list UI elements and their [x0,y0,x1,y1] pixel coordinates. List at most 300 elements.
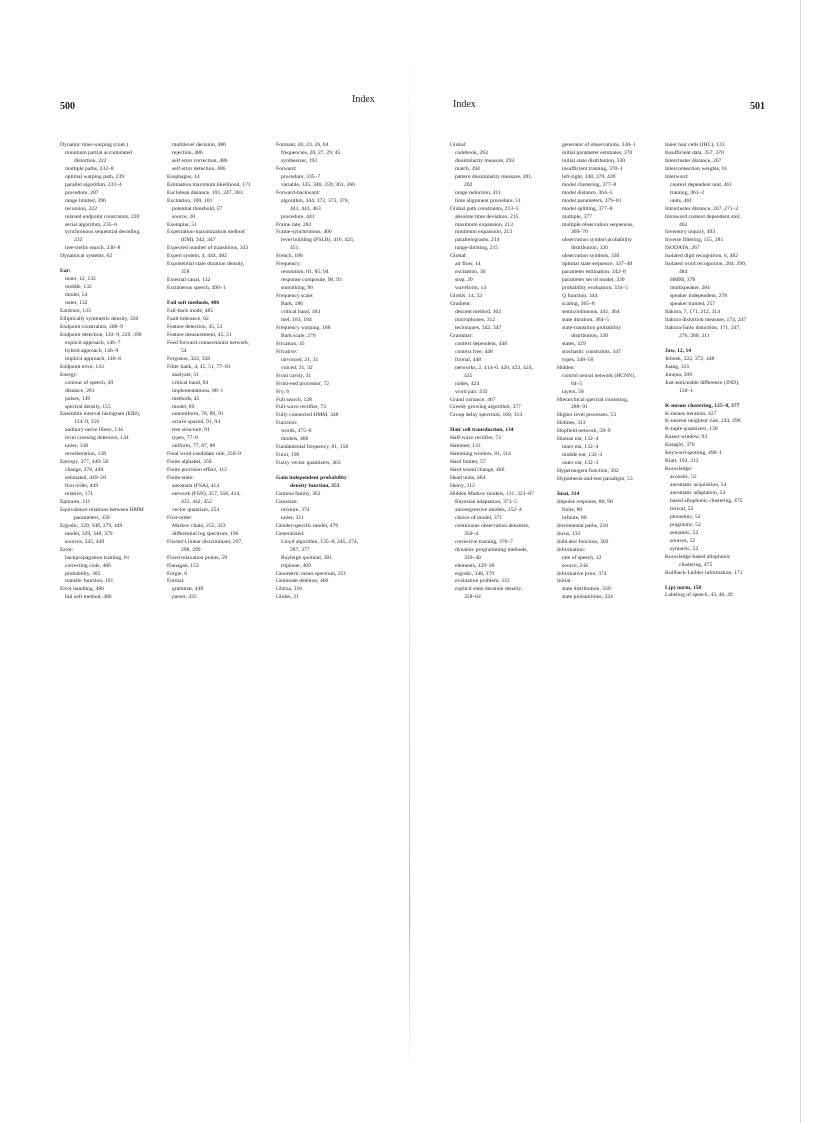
index-subentry: 484 [679,269,688,276]
index-subentry: resolution, 81, 85, 94 [281,269,329,276]
index-subentry: Markov chain, 255, 323 [172,522,226,529]
index-entry: Gamma family, 362 [276,490,321,497]
index-subentry: automatic adaptation, 54 [670,490,726,497]
index-entry: ISODATA, 267 [665,245,700,252]
index-subentry: recursion, 222 [65,205,98,212]
index-subentry: critical band, 94 [172,379,209,386]
index-entry: Ensemble interval histogram (EIH), [60,411,141,418]
index-subentry: optimal state sequence, 337–40 [562,261,633,268]
index-entry: Finite alphabet, 350 [167,459,212,466]
page-edge [800,0,801,1123]
index-entry: Ephraim, 311 [60,498,91,505]
index-subentry: 350–4 [464,530,478,537]
index-subentry: observation symbol probability [562,237,632,244]
index-entry: Fischer's linear discriminant, 297, [167,538,243,545]
index-subentry: corrective training, 376–7 [455,538,513,545]
index-subentry: waveform, 14 [455,285,487,292]
index-entry: Entropy, 377, 449–50 [60,459,109,466]
index-subentry: model, 69 [172,403,195,410]
index-entry: K-means clustering, 125–8, 377 [665,402,740,409]
index-subentry: nonuniform, 78, 89, 91 [172,411,224,418]
index-entry: Keyword spotting, 490–1 [665,450,723,457]
index-subentry: Rayleigh quotient, 301 [281,554,333,561]
index-subentry: multilevel decision, 486 [172,142,226,148]
index-entry: Fully connected HMM, 348 [276,412,339,419]
index-subentry: octave spaced, 91, 94 [172,419,220,426]
index-entry: Filter bank, 4, 45, 51, 77–81 [167,363,231,370]
index-subentry: mixture, 374 [281,506,310,513]
index-entry: Katagiri, 376 [665,442,695,449]
index-subentry: distribution, 330 [571,332,608,339]
index-subentry: network (FSN), 357, 358, 414, [172,490,241,497]
index-subentry: codebook, 263 [455,149,488,156]
index-subentry: correcting code, 486 [65,562,111,569]
index-entry: Holmes, 313 [557,420,586,427]
index-entry: Hard sound change, 466 [450,467,505,474]
index-entry: Ferguson, 322, 358 [167,355,211,362]
index-subentry: (EM), 342, 347 [181,237,216,244]
index-entry: Higher level processes, 53 [557,412,617,419]
index-column-3 [276,142,358,602]
left-running-header: Index [352,94,375,105]
index-subentry: Bark, 186 [281,301,304,308]
index-subentry: word pair, 435 [455,388,488,395]
index-entry: Endpoint detection, 143–9, 229, 390 [60,331,142,338]
index-subentry: choice of model, 371 [455,514,503,521]
index-subentry: 369–70 [571,229,588,236]
index-entry: Jelinek, 322, 372, 448 [665,355,715,362]
index-entry: Hard limiter, 57 [450,459,486,466]
index-subentry: hybrid approach, 146–9 [65,347,119,354]
index-subentry: level building (FSLB), 416, 423, [281,237,355,244]
index-subentry: Q function, 344 [562,293,598,300]
index-subentry: minimum expansion, 213 [455,229,513,236]
index-subentry: density function, 353 [290,483,340,490]
index-subentry: rejection, 486 [172,149,203,156]
index-subentry: microphones, 312 [455,316,496,323]
index-subentry: model splitting, 377–8 [562,205,613,212]
index-subentry: multiple, 377 [562,213,592,220]
index-subentry: 276, 280, 311 [679,332,710,339]
index-subentry: distance, 281 [65,387,95,394]
index-subentry: phonemic, 52 [670,513,701,520]
index-subentry: critical band, 184 [281,309,320,316]
index-subentry: nodes, 424 [455,380,480,387]
index-subentry: serial algorithm, 235–6 [65,221,118,228]
index-subentry: 298, 299 [181,546,201,553]
index-entry: Jaw, 12, 14 [665,347,692,354]
index-subentry: parameter estimation, 342–8 [562,269,626,276]
index-subentry: layers, 58 [562,388,584,395]
index-subentry: middle ear, 132–3 [562,452,603,459]
index-subentry: context dependent, 448 [455,340,508,347]
index-subentry: minimum partial accumulated [65,149,133,156]
index-entry: Equivalence relations between HMM [60,506,144,513]
index-entry: Feature measurement, 45, 51 [167,331,232,338]
index-subentry: procedure, 441 [281,213,315,220]
index-entry: Flanagan, 153 [167,562,199,569]
index-entry: Imai, 314 [557,490,580,497]
index-subentry: lexical, 52 [670,505,694,512]
index-subentry: semantic, 52 [670,529,699,536]
index-subentry: acoustic, 52 [670,474,697,481]
index-subentry: speaker trained, 257 [670,301,716,308]
index-subentry: Lloyd algorithm, 125–8, 245, 274, [281,538,359,545]
index-subentry: air flow, 14 [455,261,481,268]
index-subentry: multiple paths, 232–8 [65,165,114,172]
index-entry: Glottis, 14, 32 [450,293,483,300]
index-entry: Greedy growing algorithm, 377 [450,404,521,411]
index-subentry: words, 475–6 [281,428,312,435]
index-entry: Kullback-Leibler information, 171 [665,569,743,576]
index-entry: Dynamic time-warping (cont.) [60,142,129,148]
index-subentry: observation symbols, 330 [562,253,620,260]
index-entry: Informative prior, 374 [557,570,607,577]
index-subentry: explicit state duration density, [455,586,523,593]
index-subentry: mel, 183, 184 [281,316,312,323]
index-subentry: fail soft method, 486 [65,594,112,601]
index-entry: Half-wave rectifier, 73 [450,435,501,442]
index-subentry: parallelograms, 214 [455,237,500,244]
index-entry: Hammer, 133 [450,443,481,450]
index-entry: K-tuple quantizers, 130 [665,426,718,433]
index-entry: Group delay spectrum, 168, 314 [450,412,523,419]
index-entry: Extraneous speech, 490–1 [167,285,226,292]
index-entry: Geminate deletion, 466 [276,578,329,585]
index-entry: Full-wave rectifier, 73 [276,404,326,411]
index-subentry: units, 461 [670,197,693,204]
index-subentry: algorithm, 344, 372, 373, 376, [281,197,349,204]
index-subentry: parameter set of model, 330 [562,277,625,284]
index-subentry: initial parameter estimates, 370 [562,149,633,156]
index-entry: Finite-state: [167,475,194,482]
index-subentry: inner ear, 132–4 [562,444,599,451]
index-entry: Intercluster distance, 267 [665,157,722,164]
index-entry: Initial: [557,578,572,585]
index-subentry: based allophonic clustering, 475 [670,497,743,504]
index-entry: Junqua, 309 [665,371,693,378]
index-entry: Itakura-Saito distortion, 171, 247, [665,324,741,331]
index-subentry: pulses, 149 [65,395,91,402]
index-subentry: state-transition probability [562,324,622,331]
index-subentry: level crossing detectors, 134 [65,435,129,442]
index-entry: Fundamental frequency, 81, 158 [276,444,349,451]
index-subentry: 435, 442, 452 [181,498,212,505]
index-subentry: parallel algorithm, 233–4 [65,181,122,188]
index-subentry: noise, 138 [65,443,88,450]
index-entry: Incus, 133 [557,530,581,537]
index-subentry: HMM, 378 [670,277,696,284]
index-subentry: excitation, 30 [455,269,486,276]
index-entry: Endpoint constraints, 208–9 [60,323,123,330]
index-subentry: descent method, 303 [455,309,502,316]
index-subentry: differential log spectrum, 196 [172,530,239,537]
index-entry: Euclidean distance, 191, 247, 383 [167,189,243,196]
index-subentry: model parameters, 379–81 [562,197,622,204]
index-subentry: estimated, 449–50 [65,475,107,482]
index-entry: Isolated word recognition, 284, 390, [665,261,747,268]
index-subentry: generator of observations, 330–1 [562,142,636,148]
left-page-number: 500 [60,101,75,112]
index-entry: L(p) norm, 158 [665,584,702,591]
index-subentry: triphone, 469 [281,562,311,569]
index-subentry: 232 [74,237,83,244]
index-subentry: contour of speech, 49 [65,379,114,386]
index-entry: Frequency warping, 188 [276,324,331,331]
index-entry: Hypothesis-and-test paradigm, 53 [557,476,633,483]
index-entry: Global path constraints, 213–5 [450,205,519,212]
index-subentry: variable, 335, 346, 359, 361, 366 [281,181,355,188]
index-subentry: 441, 443, 463 [290,205,321,212]
index-entry: Juang, 315 [665,363,690,370]
index-entry: Function: [276,420,298,427]
index-entry: Knowledge-based allophonic [665,553,731,560]
index-entry: French, 186 [276,253,303,260]
index-subentry: tree structure, 91 [172,427,210,434]
index-subentry: stop, 20 [455,277,473,284]
index-subentry: 358 [181,269,190,276]
index-subentry: first order, 449 [65,483,99,490]
index-subentry: maximum expansion, 213 [455,221,513,228]
index-subentry: context dependent unit, 461 [670,181,733,188]
index-entry: Intracluster distance, 267, 271–2 [665,205,739,212]
index-entry: Elliptically symmetric density, 350 [60,316,139,323]
index-subentry: pragmatic, 52 [670,521,701,528]
index-entry: Feed forward connectionist network, [167,339,250,346]
index-entry: Inner hair cells (IHC), 133 [665,142,725,148]
index-subentry: 435 [464,372,473,379]
index-subentry: elements, 329–30 [455,562,495,569]
index-entry: Inverse filtering, 155, 281 [665,237,724,244]
index-subentry: model, 329, 348, 379 [65,530,113,537]
index-entry: K-nearest neighbor rule, 243, 296 [665,418,741,425]
index-entry: Energy: [60,371,78,378]
index-subentry: response composite, 90, 93 [281,277,342,284]
index-subentry: self error correction, 486 [172,157,228,164]
index-subentry: Bark scale, 276 [281,332,316,339]
index-subentry: reverberation, 138 [65,451,107,458]
index-subentry: analyzer, 51 [172,371,200,378]
index-subentry: 462 [679,221,688,228]
index-subentry: 202 [464,181,473,188]
index-entry: Final word candidate rule, 258–9 [167,451,242,458]
index-entry: Forgie, 6 [167,570,188,577]
index-subentry: self error detection, 486 [172,165,226,172]
index-subentry: techniques, 342, 347 [455,324,502,331]
index-subentry: procedure, 287 [65,189,99,196]
index-subentry: implicit approach, 146–8 [65,355,122,362]
index-subentry: probability, 305 [65,570,101,577]
index-entry: Endpoint error, 143 [60,363,104,370]
index-entry: Impulse response, 80, 90 [557,498,613,505]
index-subentry: middle, 132 [65,284,92,291]
index-entry: Gain independent probability [276,475,347,482]
index-entry: Ear: [60,268,71,275]
index-subentry: frequencies, 20, 27, 29, 45 [281,149,341,156]
index-subentry: range reduction, 411 [455,189,501,196]
index-entry: Glottal: [450,253,468,260]
index-subentry: optimal warping path, 239 [65,173,125,180]
index-entry: Expectation-maximization method [167,229,245,236]
index-subentry: dynamic programming methods, [455,546,528,553]
index-entry: Gaussian: [276,498,299,505]
index-entry: Excitation, 100, 101 [167,197,213,204]
index-subentry: multispeaker, 284 [670,285,710,292]
index-entry: Dynamical systems, 62 [60,253,113,260]
index-subentry: state distribution, 330 [562,586,611,593]
index-subentry: control neural network (HCNN), [562,372,636,379]
index-subentry: synthesizer, 192 [281,157,318,164]
index-entry: Hidden Markov models, 131, 321–87 [450,490,534,497]
index-subentry: vector quantizer, 254 [172,506,220,513]
index-entry: Frame rate, 282 [276,221,312,228]
index-subentry: 358–64 [464,594,481,601]
index-subentry: 150–1 [679,387,693,394]
index-subentry: 134–9, 316 [74,419,100,426]
index-entry: Fry, 6 [276,388,290,395]
index-column-6 [665,142,746,600]
index-subentry: clustering, 475 [679,561,713,568]
index-subentry: probability evaluation, 334–5 [562,285,629,292]
index-subentry: auditory nerve fibers, 134 [65,427,123,434]
index-entry: Error: [60,546,74,553]
index-entry: Just-noticeable difference (JND), [665,379,740,386]
index-entry: Labeling of speech, 43, 46, 49 [665,592,733,599]
index-entry: Exponential state duration density, [167,261,245,268]
index-subentry: sources, 245, 449 [65,538,105,545]
index-entry: Front cavity, 31 [276,372,312,379]
index-entry: Forward-backward: [276,189,321,196]
index-subentry: model clustering, 377–8 [562,181,617,188]
index-entry: Frequency: [276,261,302,268]
index-entry: Information: [557,546,586,553]
index-subentry: context free, 448 [455,348,493,355]
index-entry: Fault tolerance, 62 [167,316,209,323]
index-entry: Itakura, 7, 171, 212, 314 [665,309,720,316]
index-subentry: smoothing, 96 [281,285,314,292]
index-entry: Eardrum, 133 [60,308,91,315]
index-entry: Grammar: [450,332,473,339]
index-entry: Feature detection, 45, 53 [167,323,223,330]
index-subentry: left-right, 348, 379, 439 [562,173,616,180]
index-subentry: scaling, 365–8 [562,301,595,308]
index-subentry: networks, 2, 414–6, 420, 423, 424, [455,364,533,371]
index-subentry: source, 20 [172,213,195,220]
index-subentry: dissimilarity measure, 293 [455,157,515,164]
index-entry: Formant, 20, 23, 26, 84 [276,142,329,148]
index-subentry: distribution, 330 [571,245,608,252]
index-subentry: speaker independent, 278 [670,293,728,300]
index-entry: Human ear, 132–4 [557,436,599,443]
index-column-1 [60,142,144,602]
index-entry: Fuzzy vector quantizers, 463 [276,460,341,467]
index-entry: Forward: [276,165,297,172]
index-entry: Ghitza, 316 [276,586,303,593]
index-subentry: voiced, 21, 32 [281,364,313,371]
index-subentry: potential threshold, 57 [172,205,223,212]
index-subentry: models, 460 [281,436,309,443]
index-subentry: 287, 377 [290,546,310,553]
index-entry: Global: [450,142,467,148]
index-subentry: distortion, 222 [74,157,107,164]
index-subentry: initial state distribution, 330 [562,157,626,164]
index-subentry: infinite, 80 [562,514,587,521]
index-subentry: state probabilities, 324 [562,594,613,601]
index-entry: Frequency scale: [276,293,314,300]
index-subentry: range-limiting, 215 [455,245,499,252]
index-subentry: backpropagation training, 61 [65,554,130,561]
index-subentry: insufficient training, 370–1 [562,165,623,172]
index-entry: Hidden: [557,364,576,371]
index-entry: Knowledge: [665,466,693,473]
index-entry: Gender-specific model, 476 [276,522,339,529]
index-subentry: 288–91 [571,404,588,411]
index-subentry: outer, 132 [65,300,88,307]
index-subentry: model distance, 364–5 [562,189,613,196]
index-entry: Expert system, 4, 444, 482 [167,253,227,260]
index-entry: Itakura distortion measure, 174, 247 [665,316,747,323]
index-entry: Exemplar, 51 [167,221,197,228]
index-subentry: noise, 311 [281,514,304,521]
index-entry: Fall-back mode, 485 [167,308,214,315]
index-entry: Grand variance, 467 [450,396,496,403]
index-subentry: transfer function, 101 [65,578,114,585]
index-entry: Generalized: [276,530,305,537]
index-subentry: procedure, 335–7 [281,173,321,180]
index-entry: Finite precision effect, 112 [167,467,227,474]
index-subentry: syntactic, 52 [670,545,699,552]
index-subentry: methods, 45 [172,395,200,402]
index-subentry: semicontinuous, 441, 464 [562,309,620,316]
index-subentry: states, 329 [562,340,586,347]
index-subentry: relative, 171 [65,490,93,497]
index-column-5 [557,142,636,602]
index-entry: Interword: [665,173,689,180]
index-entry: Hopfield network, 58–9 [557,428,611,435]
index-entry: K-means iteration, 427 [665,410,717,417]
index-entry: Kaiser window, 93 [665,434,708,441]
index-subentry: pattern dissimilarity measure, 201, [455,173,533,180]
index-subentry: parameters, 358 [74,514,110,521]
book-gutter [409,60,410,1070]
index-entry: Fricative: [276,348,298,355]
index-entry: Error handling, 486 [60,586,104,593]
index-subentry: 339–40 [464,554,481,561]
index-entry: Expected number of transitions, 343 [167,245,249,252]
index-entry: First-order: [167,514,193,521]
index-entry: Hypertangent function, 302 [557,468,619,475]
index-subentry: inner, 12, 132 [65,276,96,283]
index-entry: Indicator function, 303 [557,538,609,545]
index-subentry: rate of speech, 12 [562,554,602,561]
index-entry: Formal: [167,578,185,585]
index-subentry: state duration, 384–5 [562,316,610,323]
index-entry: Ergodic, 329, 348, 379, 449 [60,522,123,529]
index-entry: Estimation maximum likelihood, 171 [167,181,251,188]
index-subentry: uniform, 77, 87, 88 [172,443,216,450]
index-entry: Gradient: [450,301,472,308]
index-column-2 [167,142,251,602]
index-subentry: parser, 435 [172,594,197,601]
index-entry: Head units, 464 [450,475,486,482]
index-entry: Glides, 21 [276,594,299,601]
index-entry: Intraword context dependent unit, [665,213,741,220]
index-subentry: evaluation problem, 333 [455,578,510,585]
index-entry: Furui, 196 [276,452,300,459]
index-subentry: time alignment procedure, 51 [455,197,521,204]
index-entry: Fixed relaxation points, 59 [167,554,227,561]
index-subentry: sources, 52 [670,537,696,544]
